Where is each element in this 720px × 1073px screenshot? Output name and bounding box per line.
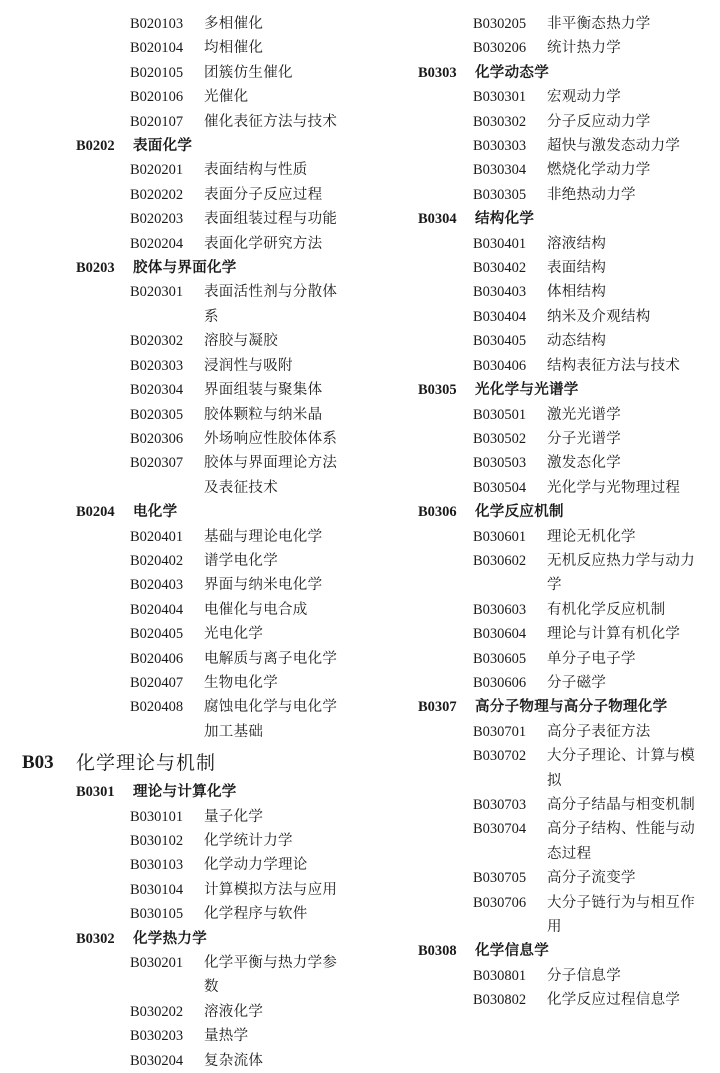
discipline-row — [22, 573, 342, 597]
discipline-code: B020303 — [130, 357, 184, 374]
subcategory-label: 化学反应机制 — [475, 503, 564, 521]
discipline-label: 单分子电子学 — [547, 650, 636, 667]
discipline-label: 光电化学 — [204, 626, 264, 643]
discipline-code: B030404 — [473, 308, 527, 325]
discipline-row — [22, 598, 342, 622]
discipline-label: 光化学与光物理过程 — [547, 479, 681, 496]
discipline-row — [418, 305, 718, 329]
discipline-code: B030405 — [473, 333, 527, 350]
discipline-row — [418, 964, 718, 988]
discipline-label: 计算模拟方法与应用 — [204, 881, 338, 898]
discipline-label: 表面分子反应过程 — [204, 186, 323, 203]
subcategory-label: 化学动态学 — [475, 63, 549, 81]
discipline-code: B030704 — [473, 821, 527, 838]
subcategory-code: B0304 — [418, 211, 457, 228]
discipline-row — [418, 427, 718, 451]
discipline-row — [22, 329, 342, 353]
discipline-label: 体相结构 — [547, 284, 607, 301]
right-column — [418, 12, 718, 1013]
discipline-row — [22, 695, 342, 744]
discipline-row — [418, 280, 718, 304]
subcategory-label: 高分子物理与高分子物理化学 — [475, 698, 668, 716]
discipline-label: 多相催化 — [204, 16, 264, 32]
discipline-code: B030202 — [130, 1003, 184, 1020]
discipline-row — [418, 720, 718, 744]
discipline-label: 化学动力学理论 — [204, 857, 308, 874]
discipline-label: 超快与激发态动力学 — [547, 138, 681, 155]
discipline-label: 外场响应性胶体体系 — [204, 430, 338, 447]
discipline-row — [418, 232, 718, 256]
discipline-code: B020401 — [130, 528, 184, 545]
subcategory-label: 化学热力学 — [133, 929, 207, 947]
discipline-row — [418, 817, 718, 866]
discipline-row — [418, 354, 718, 378]
discipline-code: B020304 — [130, 382, 184, 399]
discipline-label: 表面组装过程与功能 — [204, 211, 338, 228]
discipline-row — [418, 158, 718, 182]
discipline-label: 非绝热动力学 — [547, 186, 636, 203]
discipline-label: 无机反应热力学与动力学 — [547, 552, 695, 594]
discipline-code: B020107 — [130, 113, 184, 130]
discipline-code: B030303 — [473, 138, 527, 155]
discipline-code: B030602 — [473, 552, 527, 569]
discipline-row — [22, 647, 342, 671]
discipline-code: B030204 — [130, 1052, 184, 1069]
discipline-label: 化学反应过程信息学 — [547, 992, 681, 1009]
discipline-code: B030206 — [473, 40, 527, 57]
discipline-row — [22, 354, 342, 378]
discipline-label: 激发态化学 — [547, 455, 621, 472]
discipline-code: B020306 — [130, 430, 184, 447]
discipline-code: B020302 — [130, 333, 184, 350]
discipline-code: B030203 — [130, 1028, 184, 1045]
category-label: 化学理论与机制 — [76, 752, 217, 775]
discipline-row — [418, 110, 718, 134]
discipline-label: 燃烧化学动力学 — [547, 162, 651, 179]
discipline-row — [22, 110, 342, 134]
subcategory-label: 理论与计算化学 — [133, 783, 237, 801]
discipline-code: B020204 — [130, 235, 184, 252]
discipline-row — [22, 1049, 342, 1073]
discipline-code: B020203 — [130, 211, 184, 228]
subcategory-code: B0306 — [418, 504, 457, 521]
discipline-label: 动态结构 — [547, 333, 607, 350]
discipline-row — [22, 853, 342, 877]
discipline-row — [418, 12, 718, 36]
category-code: B03 — [22, 752, 54, 774]
subcategory-row — [22, 256, 342, 280]
discipline-label: 高分子结构、性能与动态过程 — [547, 821, 695, 862]
discipline-row — [418, 329, 718, 353]
subcategory-code: B0307 — [418, 699, 457, 716]
subcategory-code: B0303 — [418, 64, 457, 81]
discipline-label: 生物电化学 — [204, 674, 278, 691]
discipline-row — [22, 951, 342, 1000]
discipline-label: 化学平衡与热力学参数 — [204, 955, 338, 996]
discipline-row — [22, 451, 342, 500]
discipline-code: B030701 — [473, 723, 527, 740]
discipline-label: 浸润性与吸附 — [204, 357, 293, 374]
discipline-code: B030504 — [473, 479, 527, 496]
discipline-code: B030502 — [473, 430, 527, 447]
discipline-label: 电解质与离子电化学 — [204, 650, 338, 667]
discipline-label: 腐蚀电化学与电化学加工基础 — [204, 699, 338, 740]
subcategory-code: B0305 — [418, 382, 457, 399]
discipline-code: B030603 — [473, 601, 527, 618]
discipline-label: 界面组装与聚集体 — [204, 382, 323, 399]
discipline-code: B030103 — [130, 857, 184, 874]
subcategory-label: 胶体与界面化学 — [133, 259, 237, 277]
left-column — [22, 12, 342, 1073]
discipline-label: 表面结构 — [547, 260, 607, 277]
discipline-row — [418, 134, 718, 158]
discipline-label: 谱学电化学 — [204, 552, 278, 569]
discipline-row — [22, 878, 342, 902]
discipline-code: B030301 — [473, 89, 527, 106]
discipline-label: 均相催化 — [204, 40, 264, 57]
subcategory-row — [418, 378, 718, 402]
discipline-code: B030304 — [473, 162, 527, 179]
discipline-row — [418, 36, 718, 60]
discipline-label: 胶体颗粒与纳米晶 — [204, 406, 323, 423]
discipline-label: 催化表征方法与技术 — [204, 113, 338, 130]
discipline-label: 溶液化学 — [204, 1003, 264, 1020]
discipline-code: B020106 — [130, 89, 184, 106]
subcategory-label: 光化学与光谱学 — [475, 381, 579, 399]
discipline-code: B030605 — [473, 650, 527, 667]
subcategory-row — [22, 780, 342, 804]
discipline-code: B030703 — [473, 797, 527, 813]
discipline-code: B020105 — [130, 64, 184, 81]
discipline-code: B030801 — [473, 967, 527, 984]
discipline-row — [418, 85, 718, 109]
discipline-label: 分子光谱学 — [547, 430, 621, 447]
subcategory-label: 表面化学 — [133, 137, 193, 155]
subcategory-row — [22, 927, 342, 951]
subcategory-row — [418, 695, 718, 719]
discipline-label: 纳米及介观结构 — [547, 308, 651, 325]
discipline-label: 高分子结晶与相变机制 — [547, 797, 695, 813]
discipline-row — [418, 793, 718, 817]
discipline-code: B030601 — [473, 528, 527, 545]
discipline-code: B030105 — [130, 906, 184, 923]
category-row — [22, 746, 342, 780]
discipline-code: B030705 — [473, 870, 527, 887]
discipline-row — [22, 622, 342, 646]
discipline-label: 大分子理论、计算与模拟 — [547, 748, 695, 789]
discipline-label: 胶体与界面理论方法及表征技术 — [204, 455, 338, 496]
discipline-code: B020202 — [130, 186, 184, 203]
discipline-label: 理论无机化学 — [547, 528, 636, 545]
subcategory-row — [22, 500, 342, 524]
discipline-row — [22, 207, 342, 231]
discipline-label: 理论与计算有机化学 — [547, 626, 681, 643]
discipline-label: 激光光谱学 — [547, 406, 621, 423]
discipline-code: B030305 — [473, 186, 527, 203]
subcategory-label: 结构化学 — [475, 210, 535, 228]
discipline-code: B020103 — [130, 16, 184, 32]
subcategory-row — [418, 207, 718, 231]
discipline-code: B030401 — [473, 235, 527, 252]
discipline-row — [418, 451, 718, 475]
subcategory-code: B0301 — [76, 784, 115, 801]
subcategory-code: B0203 — [76, 260, 115, 277]
discipline-row — [22, 403, 342, 427]
discipline-row — [418, 525, 718, 549]
discipline-code: B030802 — [473, 992, 527, 1009]
discipline-row — [22, 549, 342, 573]
discipline-label: 非平衡态热力学 — [547, 16, 651, 32]
discipline-row — [418, 891, 718, 940]
discipline-row — [22, 902, 342, 926]
discipline-row — [22, 378, 342, 402]
discipline-row — [22, 1024, 342, 1048]
discipline-label: 表面结构与性质 — [204, 162, 308, 179]
discipline-row — [418, 256, 718, 280]
discipline-code: B020407 — [130, 674, 184, 691]
discipline-label: 大分子链行为与相互作用 — [547, 894, 695, 936]
discipline-code: B030102 — [130, 833, 184, 849]
discipline-code: B020406 — [130, 650, 184, 667]
discipline-label: 量热学 — [204, 1028, 249, 1045]
discipline-code: B030406 — [473, 357, 527, 374]
discipline-row — [22, 183, 342, 207]
discipline-label: 分子信息学 — [547, 967, 621, 984]
discipline-code: B030104 — [130, 881, 184, 898]
discipline-label: 化学统计力学 — [204, 833, 293, 849]
discipline-row — [418, 476, 718, 500]
discipline-label: 量子化学 — [204, 808, 264, 825]
discipline-code: B020104 — [130, 40, 184, 57]
discipline-code: B030702 — [473, 748, 527, 765]
discipline-row — [22, 12, 342, 36]
discipline-label: 化学程序与软件 — [204, 906, 308, 923]
discipline-row — [22, 36, 342, 60]
discipline-label: 结构表征方法与技术 — [547, 357, 681, 374]
discipline-code: B020403 — [130, 577, 184, 594]
discipline-code: B030503 — [473, 455, 527, 472]
discipline-code: B020201 — [130, 162, 184, 179]
discipline-row — [418, 598, 718, 622]
discipline-row — [22, 280, 342, 329]
discipline-row — [418, 866, 718, 890]
discipline-row — [418, 403, 718, 427]
subcategory-code: B0204 — [76, 504, 115, 521]
discipline-code: B020405 — [130, 626, 184, 643]
discipline-label: 高分子流变学 — [547, 870, 636, 887]
discipline-code: B030205 — [473, 16, 527, 32]
discipline-row — [418, 183, 718, 207]
discipline-label: 电催化与电合成 — [204, 601, 308, 618]
discipline-label: 界面与纳米电化学 — [204, 577, 323, 594]
discipline-label: 溶胶与凝胶 — [204, 333, 278, 350]
discipline-code: B030302 — [473, 113, 527, 130]
discipline-label: 分子磁学 — [547, 674, 607, 691]
discipline-code: B020305 — [130, 406, 184, 423]
discipline-label: 统计热力学 — [547, 40, 621, 57]
subcategory-label: 电化学 — [133, 503, 178, 521]
discipline-code: B020402 — [130, 552, 184, 569]
subcategory-row — [418, 939, 718, 963]
discipline-code: B030606 — [473, 674, 527, 691]
discipline-label: 表面活性剂与分散体系 — [204, 284, 338, 325]
subcategory-row — [22, 134, 342, 158]
discipline-row — [418, 647, 718, 671]
discipline-row — [418, 549, 718, 598]
discipline-code: B030101 — [130, 808, 184, 825]
discipline-row — [22, 829, 342, 853]
discipline-row — [22, 61, 342, 85]
discipline-code: B020307 — [130, 455, 184, 472]
discipline-label: 有机化学反应机制 — [547, 601, 666, 618]
discipline-label: 溶液结构 — [547, 235, 607, 252]
discipline-code: B030201 — [130, 955, 184, 972]
subcategory-label: 化学信息学 — [475, 942, 549, 960]
discipline-label: 宏观动力学 — [547, 89, 621, 106]
discipline-row — [22, 525, 342, 549]
subcategory-code: B0308 — [418, 943, 457, 960]
discipline-row — [22, 427, 342, 451]
discipline-label: 分子反应动力学 — [547, 113, 651, 130]
discipline-code: B030403 — [473, 284, 527, 301]
discipline-label: 表面化学研究方法 — [204, 235, 323, 252]
discipline-label: 团簇仿生催化 — [204, 64, 293, 81]
discipline-row — [22, 1000, 342, 1024]
discipline-code: B020408 — [130, 699, 184, 716]
discipline-label: 复杂流体 — [204, 1052, 264, 1069]
discipline-code: B030402 — [473, 260, 527, 277]
subcategory-code: B0202 — [76, 138, 115, 155]
discipline-row — [22, 671, 342, 695]
discipline-label: 高分子表征方法 — [547, 723, 651, 740]
discipline-code: B020404 — [130, 601, 184, 618]
discipline-label: 光催化 — [204, 89, 249, 106]
discipline-row — [418, 671, 718, 695]
subcategory-row — [418, 61, 718, 85]
discipline-row — [418, 988, 718, 1012]
discipline-row — [418, 622, 718, 646]
subcategory-row — [418, 500, 718, 524]
discipline-code: B030501 — [473, 406, 527, 423]
subcategory-code: B0302 — [76, 930, 115, 947]
discipline-code: B030706 — [473, 894, 527, 911]
discipline-row — [22, 85, 342, 109]
discipline-row — [22, 805, 342, 829]
discipline-row — [418, 744, 718, 793]
discipline-label: 基础与理论电化学 — [204, 528, 323, 545]
discipline-row — [22, 158, 342, 182]
discipline-code: B030604 — [473, 626, 527, 643]
discipline-code: B020301 — [130, 284, 184, 301]
discipline-row — [22, 232, 342, 256]
